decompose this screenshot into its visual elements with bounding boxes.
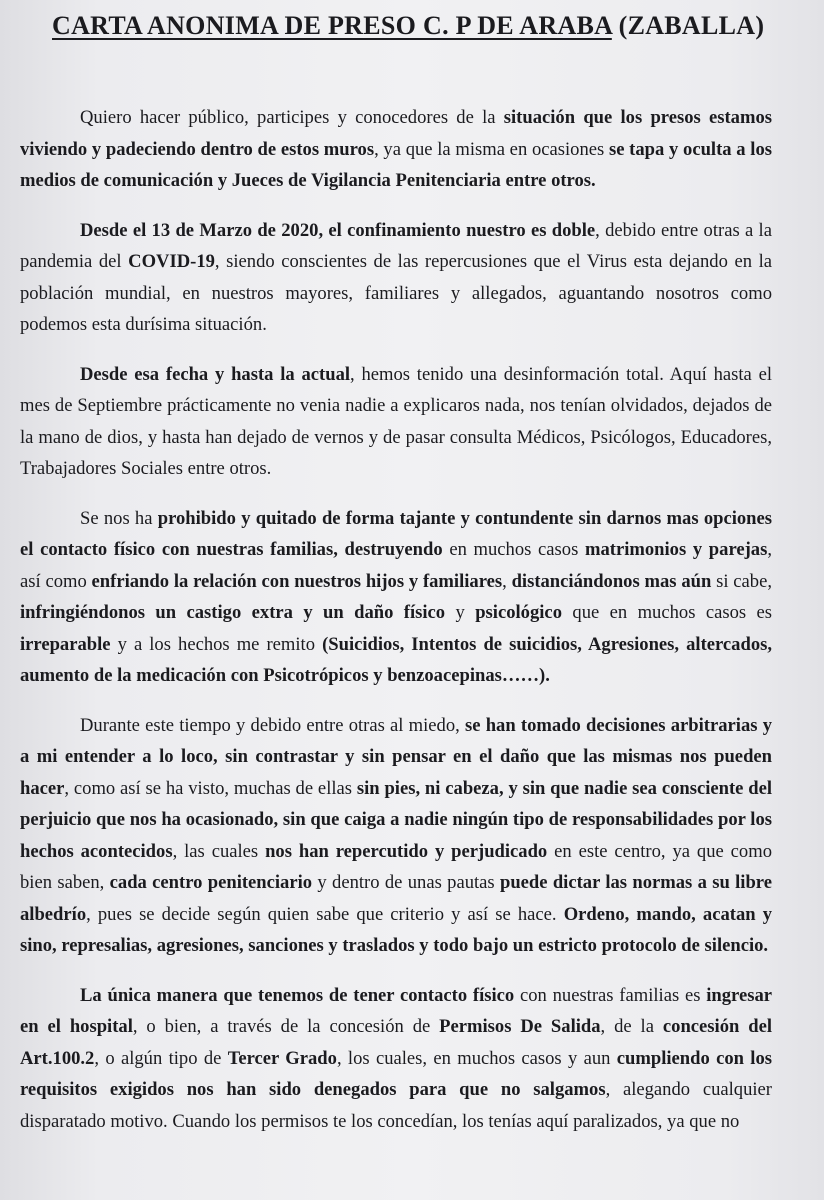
bold-text-run: se tapa y oculta a los medios de comunicación y Jueces de Vigilancia Penitenciaria entre otros. xyxy=(20,138,773,191)
text-run: si cabe, xyxy=(711,570,772,592)
text-run: Durante este tiempo y debido entre otras al miedo, xyxy=(80,714,466,736)
letter-title-underlined: CARTA ANONIMA DE PRESO C. P DE ARABA xyxy=(52,11,612,40)
text-run: y a los hechos me remito xyxy=(110,633,323,655)
text-run: en este centro, ya que como bien saben, xyxy=(20,840,772,893)
text-run: , debido entre otras a la pandemia del xyxy=(20,219,772,272)
bold-text-run: puede dictar las normas a su libre albedrío xyxy=(20,872,772,925)
bold-text-run: (Suicidios, Intentos de suicidios, Agresiones, altercados, aumento de la medicación con Psicotrópicos y benzoacepinas……). xyxy=(20,633,772,686)
bold-text-run: infringiéndonos un castigo extra y un daño físico xyxy=(20,602,446,623)
bold-text-run: Permisos De Salida xyxy=(439,1016,601,1037)
paragraph xyxy=(20,359,772,485)
text-run: , pues se decide según quien sabe que criterio y así se hace. xyxy=(86,903,564,925)
letter-body xyxy=(20,102,772,1155)
bold-text-run: prohibido y quitado de forma tajante y contundente sin darnos mas opciones el contacto físico con nuestras familias, destruyendo xyxy=(20,507,772,560)
bold-text-run: situación que los presos estamos viviendo y padeciendo dentro de estos muros xyxy=(20,107,772,160)
bold-text-run: concesión del Art.100.2 xyxy=(20,1016,772,1069)
letter-title-suffix: (ZABALLA) xyxy=(611,11,765,40)
bold-text-run: matrimonios y parejas xyxy=(584,539,768,560)
bold-text-run: psicológico xyxy=(475,602,562,623)
text-run: Se nos ha xyxy=(80,507,158,529)
bold-text-run: sin pies, ni cabeza, y sin que nadie sea consciente del perjuicio que nos ha ocasionado, sin que caiga a nadie ningún tipo de responsabilidades por los hechos acontecidos xyxy=(20,777,772,862)
text-run: en muchos casos xyxy=(442,539,585,560)
text-run: , como así se ha visto, muchas de ellas xyxy=(64,777,357,799)
bold-text-run: Ordeno, mando, acatan y sino, represalias, agresiones, sanciones y traslados y todo bajo un estricto protocolo de silencio. xyxy=(20,903,772,956)
text-run: , hemos tenido una desinformación total. Aquí hasta el mes de Septiembre prácticamente no venia nadie a explicaros nada, nos tenían olvidados, dejados de la mano de dios, y hasta han dejado de vernos y de pasar consulta Médicos, Psicólogos, Educadores, Trabajadores Sociales entre otros. xyxy=(20,363,772,479)
paragraph xyxy=(20,215,772,341)
text-run: con nuestras familias es xyxy=(514,984,707,1006)
bold-text-run: COVID-19 xyxy=(128,251,215,272)
text-run: , alegando cualquier disparatado motivo. Cuando los permisos te los concedían, los tenías aquí paralizados, ya que no xyxy=(20,1079,772,1132)
bold-text-run: nos han repercutido y perjudicado xyxy=(265,840,548,862)
letter-title xyxy=(52,4,772,48)
text-run: , xyxy=(502,570,512,592)
text-run: , siendo conscientes de las repercusiones que el Virus esta dejando en la población mundial, en nuestros mayores, familiares y allegados, aguantando nosotros como podemos esta durísima situación. xyxy=(20,251,772,335)
text-run: , los cuales, en muchos casos y aun xyxy=(336,1047,617,1069)
bold-text-run: Desde esa fecha y hasta la actual xyxy=(80,363,351,385)
bold-text-run: La única manera que tenemos de tener contacto físico xyxy=(80,984,515,1006)
bold-text-run: distanciándonos mas aún xyxy=(511,570,712,592)
paragraph xyxy=(20,710,772,962)
bold-text-run: irreparable xyxy=(20,633,111,655)
bold-text-run: enfriando la relación con nuestros hijos y familiares xyxy=(91,570,503,592)
bold-text-run: Tercer Grado xyxy=(227,1047,337,1069)
text-run: , las cuales xyxy=(172,840,266,862)
text-run: , de la xyxy=(600,1016,663,1037)
paragraph xyxy=(20,102,772,197)
text-run: , así como xyxy=(20,539,772,592)
paragraph xyxy=(20,503,772,692)
bold-text-run: Desde el 13 de Marzo de 2020, el confinamiento nuestro es doble xyxy=(80,219,596,241)
bold-text-run: cada centro penitenciario xyxy=(109,872,313,893)
text-run: , o algún tipo de xyxy=(94,1047,228,1069)
text-run: , ya que la misma en ocasiones xyxy=(374,138,609,160)
text-run: , o bien, a través de la concesión de xyxy=(132,1016,440,1037)
bold-text-run: cumpliendo con los requisitos exigidos nos han sido denegados para que no salgamos xyxy=(20,1047,772,1100)
text-run: y dentro de unas pautas xyxy=(312,872,500,893)
text-run: Quiero hacer público, participes y conocedores de la xyxy=(80,107,504,128)
bold-text-run: ingresar en el hospital xyxy=(20,984,773,1037)
text-run: y xyxy=(445,602,476,623)
paragraph xyxy=(20,980,772,1138)
text-run: que en muchos casos es xyxy=(562,602,773,623)
bold-text-run: se han tomado decisiones arbitrarias y a mi entender a lo loco, sin contrastar y sin pensar en el daño que las mismas nos pueden hacer xyxy=(20,714,772,799)
